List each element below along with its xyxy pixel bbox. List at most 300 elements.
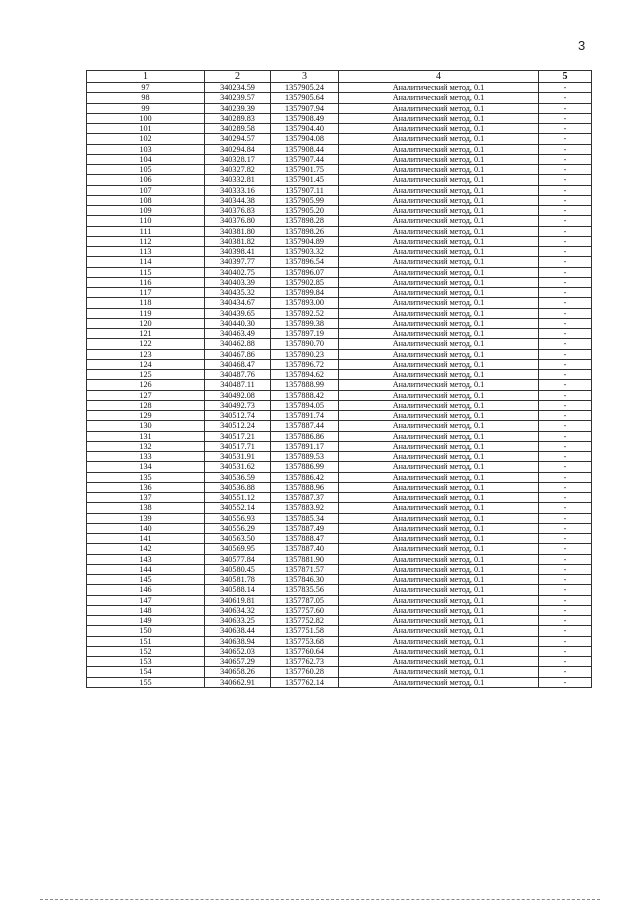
- x-coordinate-cell: 340581.78: [205, 575, 271, 585]
- y-coordinate-cell: 1357889.53: [271, 452, 339, 462]
- note-cell: -: [539, 185, 592, 195]
- y-coordinate-cell: 1357896.54: [271, 257, 339, 267]
- point-number-cell: 142: [87, 544, 205, 554]
- y-coordinate-cell: 1357887.37: [271, 493, 339, 503]
- table-row: [87, 452, 592, 462]
- note-cell: -: [539, 216, 592, 226]
- point-number-cell: 115: [87, 267, 205, 277]
- note-cell: -: [539, 370, 592, 380]
- table-row: [87, 585, 592, 595]
- x-coordinate-cell: 340294.84: [205, 144, 271, 154]
- point-number-cell: 112: [87, 236, 205, 246]
- note-cell: -: [539, 165, 592, 175]
- note-cell: -: [539, 93, 592, 103]
- x-coordinate-cell: 340652.03: [205, 646, 271, 656]
- note-cell: -: [539, 400, 592, 410]
- note-cell: -: [539, 503, 592, 513]
- x-coordinate-cell: 340552.14: [205, 503, 271, 513]
- table-row: [87, 134, 592, 144]
- y-coordinate-cell: 1357888.42: [271, 390, 339, 400]
- x-coordinate-cell: 340492.73: [205, 400, 271, 410]
- table-row: [87, 544, 592, 554]
- y-coordinate-cell: 1357907.11: [271, 185, 339, 195]
- method-cell: Аналитический метод, 0.1: [339, 195, 539, 205]
- note-cell: -: [539, 134, 592, 144]
- table-row: [87, 206, 592, 216]
- method-cell: Аналитический метод, 0.1: [339, 646, 539, 656]
- y-coordinate-cell: 1357887.44: [271, 421, 339, 431]
- table-row: [87, 165, 592, 175]
- table-row: [87, 636, 592, 646]
- point-number-cell: 144: [87, 564, 205, 574]
- method-cell: Аналитический метод, 0.1: [339, 400, 539, 410]
- method-cell: Аналитический метод, 0.1: [339, 605, 539, 615]
- x-coordinate-cell: 340462.88: [205, 339, 271, 349]
- method-cell: Аналитический метод, 0.1: [339, 359, 539, 369]
- method-cell: Аналитический метод, 0.1: [339, 318, 539, 328]
- table-row: [87, 83, 592, 93]
- note-cell: -: [539, 646, 592, 656]
- note-cell: -: [539, 482, 592, 492]
- y-coordinate-cell: 1357885.34: [271, 513, 339, 523]
- y-coordinate-cell: 1357905.64: [271, 93, 339, 103]
- x-coordinate-cell: 340376.80: [205, 216, 271, 226]
- x-coordinate-cell: 340536.88: [205, 482, 271, 492]
- note-cell: -: [539, 236, 592, 246]
- point-number-cell: 147: [87, 595, 205, 605]
- method-cell: Аналитический метод, 0.1: [339, 257, 539, 267]
- note-cell: -: [539, 462, 592, 472]
- table-row: [87, 370, 592, 380]
- point-number-cell: 128: [87, 400, 205, 410]
- header-col-2: 2: [205, 71, 271, 83]
- note-cell: -: [539, 390, 592, 400]
- point-number-cell: 108: [87, 195, 205, 205]
- y-coordinate-cell: 1357897.19: [271, 329, 339, 339]
- point-number-cell: 148: [87, 605, 205, 615]
- x-coordinate-cell: 340381.82: [205, 236, 271, 246]
- table-row: [87, 390, 592, 400]
- note-cell: -: [539, 421, 592, 431]
- y-coordinate-cell: 1357905.99: [271, 195, 339, 205]
- point-number-cell: 123: [87, 349, 205, 359]
- y-coordinate-cell: 1357896.72: [271, 359, 339, 369]
- point-number-cell: 104: [87, 154, 205, 164]
- table-row: [87, 124, 592, 134]
- point-number-cell: 101: [87, 124, 205, 134]
- table-row: [87, 308, 592, 318]
- method-cell: Аналитический метод, 0.1: [339, 288, 539, 298]
- note-cell: -: [539, 523, 592, 533]
- note-cell: -: [539, 493, 592, 503]
- point-number-cell: 114: [87, 257, 205, 267]
- x-coordinate-cell: 340658.26: [205, 667, 271, 677]
- x-coordinate-cell: 340440.30: [205, 318, 271, 328]
- method-cell: Аналитический метод, 0.1: [339, 390, 539, 400]
- y-coordinate-cell: 1357896.07: [271, 267, 339, 277]
- point-number-cell: 111: [87, 226, 205, 236]
- point-number-cell: 105: [87, 165, 205, 175]
- x-coordinate-cell: 340398.41: [205, 247, 271, 257]
- y-coordinate-cell: 1357904.08: [271, 134, 339, 144]
- method-cell: Аналитический метод, 0.1: [339, 370, 539, 380]
- method-cell: Аналитический метод, 0.1: [339, 503, 539, 513]
- point-number-cell: 103: [87, 144, 205, 154]
- table-row: [87, 411, 592, 421]
- point-number-cell: 121: [87, 329, 205, 339]
- x-coordinate-cell: 340556.93: [205, 513, 271, 523]
- point-number-cell: 138: [87, 503, 205, 513]
- method-cell: Аналитический метод, 0.1: [339, 308, 539, 318]
- table-row: [87, 431, 592, 441]
- y-coordinate-cell: 1357894.62: [271, 370, 339, 380]
- y-coordinate-cell: 1357846.30: [271, 575, 339, 585]
- method-cell: Аналитический метод, 0.1: [339, 216, 539, 226]
- x-coordinate-cell: 340402.75: [205, 267, 271, 277]
- method-cell: Аналитический метод, 0.1: [339, 513, 539, 523]
- point-number-cell: 102: [87, 134, 205, 144]
- table-row: [87, 226, 592, 236]
- table-row: [87, 677, 592, 687]
- note-cell: -: [539, 124, 592, 134]
- x-coordinate-cell: 340563.50: [205, 534, 271, 544]
- table-row: [87, 175, 592, 185]
- method-cell: Аналитический метод, 0.1: [339, 144, 539, 154]
- point-number-cell: 113: [87, 247, 205, 257]
- point-number-cell: 119: [87, 308, 205, 318]
- y-coordinate-cell: 1357887.49: [271, 523, 339, 533]
- method-cell: Аналитический метод, 0.1: [339, 339, 539, 349]
- method-cell: Аналитический метод, 0.1: [339, 667, 539, 677]
- y-coordinate-cell: 1357888.99: [271, 380, 339, 390]
- y-coordinate-cell: 1357905.20: [271, 206, 339, 216]
- table-row: [87, 318, 592, 328]
- y-coordinate-cell: 1357881.90: [271, 554, 339, 564]
- point-number-cell: 129: [87, 411, 205, 421]
- note-cell: -: [539, 288, 592, 298]
- point-number-cell: 127: [87, 390, 205, 400]
- x-coordinate-cell: 340492.08: [205, 390, 271, 400]
- note-cell: -: [539, 657, 592, 667]
- x-coordinate-cell: 340403.39: [205, 277, 271, 287]
- point-number-cell: 140: [87, 523, 205, 533]
- note-cell: -: [539, 667, 592, 677]
- y-coordinate-cell: 1357901.45: [271, 175, 339, 185]
- method-cell: Аналитический метод, 0.1: [339, 616, 539, 626]
- point-number-cell: 154: [87, 667, 205, 677]
- note-cell: -: [539, 154, 592, 164]
- note-cell: -: [539, 677, 592, 687]
- y-coordinate-cell: 1357891.17: [271, 441, 339, 451]
- method-cell: Аналитический метод, 0.1: [339, 113, 539, 123]
- method-cell: Аналитический метод, 0.1: [339, 277, 539, 287]
- y-coordinate-cell: 1357903.32: [271, 247, 339, 257]
- point-number-cell: 118: [87, 298, 205, 308]
- method-cell: Аналитический метод, 0.1: [339, 349, 539, 359]
- note-cell: -: [539, 267, 592, 277]
- point-number-cell: 132: [87, 441, 205, 451]
- note-cell: -: [539, 605, 592, 615]
- note-cell: -: [539, 175, 592, 185]
- x-coordinate-cell: 340333.16: [205, 185, 271, 195]
- x-coordinate-cell: 340588.14: [205, 585, 271, 595]
- table-row: [87, 575, 592, 585]
- note-cell: -: [539, 544, 592, 554]
- y-coordinate-cell: 1357898.28: [271, 216, 339, 226]
- y-coordinate-cell: 1357907.94: [271, 103, 339, 113]
- header-col-5: 5: [539, 71, 592, 83]
- point-number-cell: 130: [87, 421, 205, 431]
- table-row: [87, 462, 592, 472]
- note-cell: -: [539, 113, 592, 123]
- point-number-cell: 134: [87, 462, 205, 472]
- method-cell: Аналитический метод, 0.1: [339, 206, 539, 216]
- x-coordinate-cell: 340531.62: [205, 462, 271, 472]
- table-row: [87, 216, 592, 226]
- x-coordinate-cell: 340327.82: [205, 165, 271, 175]
- note-cell: -: [539, 257, 592, 267]
- table-row: [87, 339, 592, 349]
- y-coordinate-cell: 1357905.24: [271, 83, 339, 93]
- point-number-cell: 135: [87, 472, 205, 482]
- x-coordinate-cell: 340239.39: [205, 103, 271, 113]
- x-coordinate-cell: 340468.47: [205, 359, 271, 369]
- note-cell: -: [539, 452, 592, 462]
- note-cell: -: [539, 534, 592, 544]
- y-coordinate-cell: 1357891.74: [271, 411, 339, 421]
- x-coordinate-cell: 340328.17: [205, 154, 271, 164]
- note-cell: -: [539, 318, 592, 328]
- x-coordinate-cell: 340569.95: [205, 544, 271, 554]
- note-cell: -: [539, 247, 592, 257]
- y-coordinate-cell: 1357902.85: [271, 277, 339, 287]
- header-col-3: 3: [271, 71, 339, 83]
- point-number-cell: 131: [87, 431, 205, 441]
- note-cell: -: [539, 277, 592, 287]
- method-cell: Аналитический метод, 0.1: [339, 83, 539, 93]
- table-row: [87, 667, 592, 677]
- table-row: [87, 257, 592, 267]
- table-row: [87, 113, 592, 123]
- method-cell: Аналитический метод, 0.1: [339, 175, 539, 185]
- method-cell: Аналитический метод, 0.1: [339, 585, 539, 595]
- method-cell: Аналитический метод, 0.1: [339, 472, 539, 482]
- table-row: [87, 154, 592, 164]
- point-number-cell: 136: [87, 482, 205, 492]
- table-row: [87, 93, 592, 103]
- bottom-divider: [40, 899, 600, 900]
- note-cell: -: [539, 441, 592, 451]
- x-coordinate-cell: 340512.24: [205, 421, 271, 431]
- y-coordinate-cell: 1357904.89: [271, 236, 339, 246]
- x-coordinate-cell: 340376.83: [205, 206, 271, 216]
- x-coordinate-cell: 340633.25: [205, 616, 271, 626]
- x-coordinate-cell: 340487.11: [205, 380, 271, 390]
- method-cell: Аналитический метод, 0.1: [339, 575, 539, 585]
- point-number-cell: 141: [87, 534, 205, 544]
- page-number: 3: [578, 38, 586, 53]
- y-coordinate-cell: 1357888.96: [271, 482, 339, 492]
- x-coordinate-cell: 340634.32: [205, 605, 271, 615]
- table-row: [87, 247, 592, 257]
- note-cell: -: [539, 575, 592, 585]
- point-number-cell: 100: [87, 113, 205, 123]
- table-row: [87, 103, 592, 113]
- method-cell: Аналитический метод, 0.1: [339, 534, 539, 544]
- note-cell: -: [539, 431, 592, 441]
- x-coordinate-cell: 340467.86: [205, 349, 271, 359]
- table-row: [87, 380, 592, 390]
- note-cell: -: [539, 513, 592, 523]
- table-row: [87, 595, 592, 605]
- y-coordinate-cell: 1357894.05: [271, 400, 339, 410]
- point-number-cell: 125: [87, 370, 205, 380]
- note-cell: -: [539, 595, 592, 605]
- point-number-cell: 98: [87, 93, 205, 103]
- note-cell: -: [539, 472, 592, 482]
- point-number-cell: 99: [87, 103, 205, 113]
- y-coordinate-cell: 1357787.05: [271, 595, 339, 605]
- point-number-cell: 152: [87, 646, 205, 656]
- y-coordinate-cell: 1357760.28: [271, 667, 339, 677]
- y-coordinate-cell: 1357835.56: [271, 585, 339, 595]
- x-coordinate-cell: 340536.59: [205, 472, 271, 482]
- x-coordinate-cell: 340344.38: [205, 195, 271, 205]
- y-coordinate-cell: 1357890.70: [271, 339, 339, 349]
- method-cell: Аналитический метод, 0.1: [339, 93, 539, 103]
- note-cell: -: [539, 329, 592, 339]
- header-col-1: 1: [87, 71, 205, 83]
- method-cell: Аналитический метод, 0.1: [339, 134, 539, 144]
- method-cell: Аналитический метод, 0.1: [339, 185, 539, 195]
- table-body: [87, 83, 592, 688]
- note-cell: -: [539, 195, 592, 205]
- y-coordinate-cell: 1357898.26: [271, 226, 339, 236]
- method-cell: Аналитический метод, 0.1: [339, 544, 539, 554]
- note-cell: -: [539, 411, 592, 421]
- table-row: [87, 236, 592, 246]
- x-coordinate-cell: 340234.59: [205, 83, 271, 93]
- note-cell: -: [539, 616, 592, 626]
- x-coordinate-cell: 340434.67: [205, 298, 271, 308]
- point-number-cell: 109: [87, 206, 205, 216]
- point-number-cell: 150: [87, 626, 205, 636]
- point-number-cell: 145: [87, 575, 205, 585]
- y-coordinate-cell: 1357887.40: [271, 544, 339, 554]
- method-cell: Аналитический метод, 0.1: [339, 554, 539, 564]
- table-row: [87, 185, 592, 195]
- table-row: [87, 195, 592, 205]
- x-coordinate-cell: 340239.57: [205, 93, 271, 103]
- y-coordinate-cell: 1357908.49: [271, 113, 339, 123]
- method-cell: Аналитический метод, 0.1: [339, 595, 539, 605]
- table-row: [87, 493, 592, 503]
- note-cell: -: [539, 564, 592, 574]
- method-cell: Аналитический метод, 0.1: [339, 441, 539, 451]
- note-cell: -: [539, 359, 592, 369]
- method-cell: Аналитический метод, 0.1: [339, 431, 539, 441]
- x-coordinate-cell: 340662.91: [205, 677, 271, 687]
- x-coordinate-cell: 340638.94: [205, 636, 271, 646]
- note-cell: -: [539, 298, 592, 308]
- point-number-cell: 137: [87, 493, 205, 503]
- note-cell: -: [539, 380, 592, 390]
- y-coordinate-cell: 1357886.99: [271, 462, 339, 472]
- point-number-cell: 107: [87, 185, 205, 195]
- table-row: [87, 554, 592, 564]
- x-coordinate-cell: 340551.12: [205, 493, 271, 503]
- x-coordinate-cell: 340577.84: [205, 554, 271, 564]
- table-row: [87, 329, 592, 339]
- note-cell: -: [539, 83, 592, 93]
- table-header-row: [87, 71, 592, 83]
- x-coordinate-cell: 340294.57: [205, 134, 271, 144]
- note-cell: -: [539, 554, 592, 564]
- method-cell: Аналитический метод, 0.1: [339, 677, 539, 687]
- method-cell: Аналитический метод, 0.1: [339, 154, 539, 164]
- table-row: [87, 144, 592, 154]
- x-coordinate-cell: 340517.71: [205, 441, 271, 451]
- method-cell: Аналитический метод, 0.1: [339, 124, 539, 134]
- y-coordinate-cell: 1357762.73: [271, 657, 339, 667]
- point-number-cell: 143: [87, 554, 205, 564]
- method-cell: Аналитический метод, 0.1: [339, 657, 539, 667]
- point-number-cell: 120: [87, 318, 205, 328]
- table-row: [87, 277, 592, 287]
- point-number-cell: 126: [87, 380, 205, 390]
- point-number-cell: 116: [87, 277, 205, 287]
- y-coordinate-cell: 1357753.68: [271, 636, 339, 646]
- note-cell: -: [539, 206, 592, 216]
- y-coordinate-cell: 1357886.86: [271, 431, 339, 441]
- note-cell: -: [539, 349, 592, 359]
- method-cell: Аналитический метод, 0.1: [339, 411, 539, 421]
- table-row: [87, 513, 592, 523]
- point-number-cell: 133: [87, 452, 205, 462]
- table-row: [87, 523, 592, 533]
- method-cell: Аналитический метод, 0.1: [339, 421, 539, 431]
- point-number-cell: 106: [87, 175, 205, 185]
- x-coordinate-cell: 340638.44: [205, 626, 271, 636]
- table-row: [87, 482, 592, 492]
- table-row: [87, 503, 592, 513]
- note-cell: -: [539, 144, 592, 154]
- table-row: [87, 605, 592, 615]
- table-row: [87, 441, 592, 451]
- x-coordinate-cell: 340517.21: [205, 431, 271, 441]
- point-number-cell: 149: [87, 616, 205, 626]
- x-coordinate-cell: 340397.77: [205, 257, 271, 267]
- point-number-cell: 124: [87, 359, 205, 369]
- x-coordinate-cell: 340332.81: [205, 175, 271, 185]
- table-row: [87, 298, 592, 308]
- method-cell: Аналитический метод, 0.1: [339, 103, 539, 113]
- x-coordinate-cell: 340463.49: [205, 329, 271, 339]
- x-coordinate-cell: 340556.29: [205, 523, 271, 533]
- y-coordinate-cell: 1357892.52: [271, 308, 339, 318]
- y-coordinate-cell: 1357888.47: [271, 534, 339, 544]
- coordinates-table: [86, 70, 592, 688]
- method-cell: Аналитический метод, 0.1: [339, 165, 539, 175]
- method-cell: Аналитический метод, 0.1: [339, 329, 539, 339]
- point-number-cell: 155: [87, 677, 205, 687]
- point-number-cell: 122: [87, 339, 205, 349]
- y-coordinate-cell: 1357871.57: [271, 564, 339, 574]
- method-cell: Аналитический метод, 0.1: [339, 462, 539, 472]
- x-coordinate-cell: 340619.81: [205, 595, 271, 605]
- method-cell: Аналитический метод, 0.1: [339, 523, 539, 533]
- point-number-cell: 139: [87, 513, 205, 523]
